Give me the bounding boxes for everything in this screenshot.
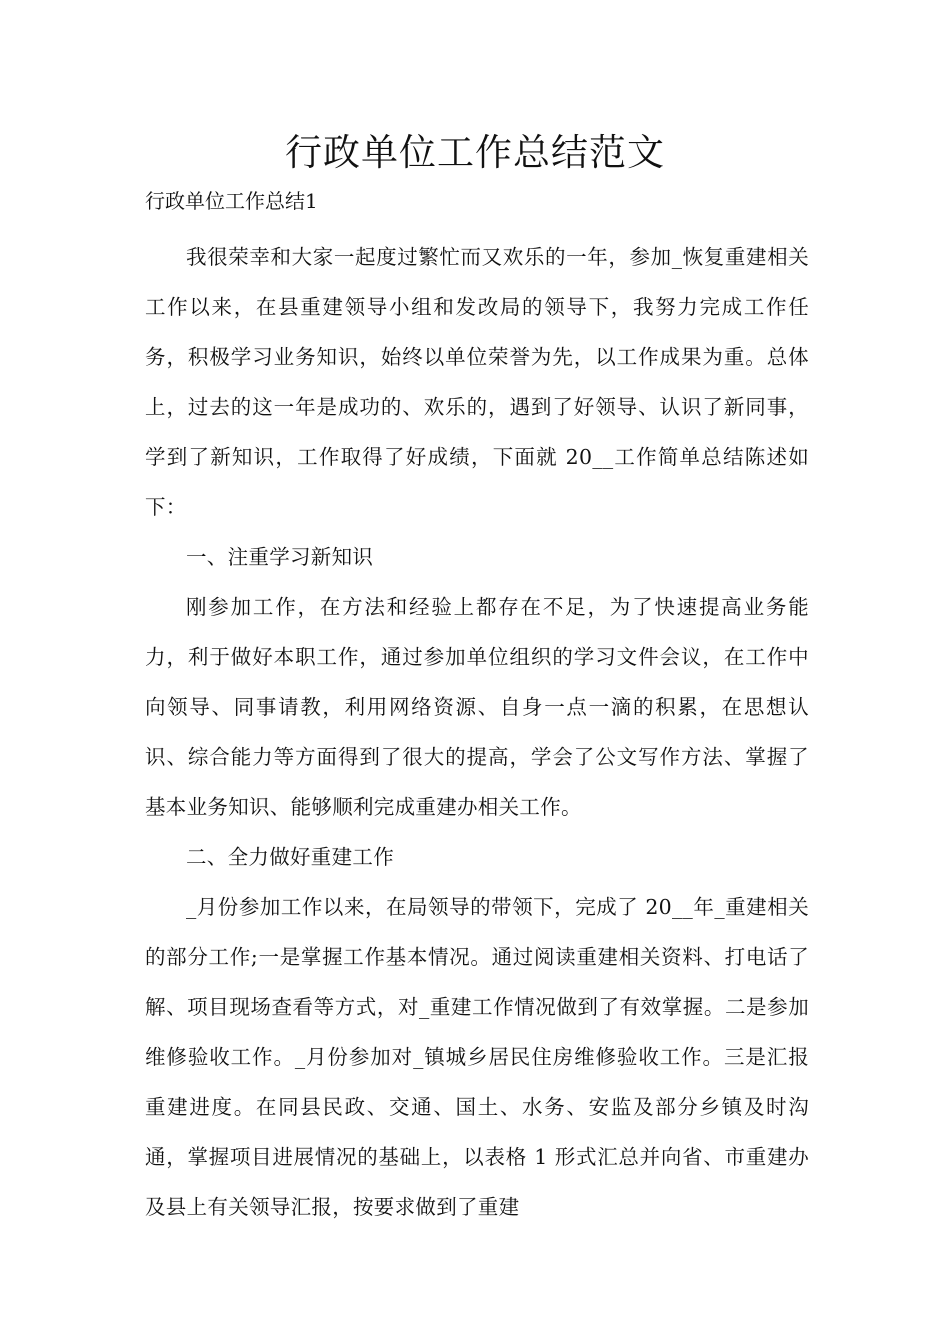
document-body bbox=[145, 232, 809, 1232]
document-subtitle: 行政单位工作总结1 bbox=[145, 189, 318, 213]
body-paragraph-intro: 我很荣幸和大家一起度过繁忙而又欢乐的一年，参加_恢复重建相关工作以来，在县重建领导小组和发改局的领导下，我努力完成工作任务，积极学习业务知识，始终以单位荣誉为先，以工作成果为重。总体上，过去的这一年是成功的、欢乐的，遇到了好领导、认识了新同事，学到了新知识，工作取得了好成绩，下面就 20__工作简单总结陈述如下： bbox=[145, 245, 809, 519]
document-title: 行政单位工作总结范文 bbox=[285, 131, 665, 174]
section-heading-1: 一、注重学习新知识 bbox=[186, 545, 374, 569]
body-paragraph-reconstruction: _月份参加工作以来，在局领导的带领下，完成了 20__年_重建相关的部分工作;一是掌握工作基本情况。通过阅读重建相关资料、打电话了解、项目现场查看等方式，对_重建工作情况做到了有效掌握。二是参加维修验收工作。_月份参加对_镇城乡居民住房维修验收工作。三是汇报重建进度。在同县民政、交通、国土、水务、安监及部分乡镇及时沟通，掌握项目进展情况的基础上，以表格 1 形式汇总并向省、市重建办及县上有关领导汇报，按要求做到了重建 bbox=[145, 895, 809, 1219]
section-heading-2: 二、全力做好重建工作 bbox=[186, 845, 394, 869]
body-paragraph-study: 刚参加工作，在方法和经验上都存在不足，为了快速提高业务能力，利于做好本职工作，通过参加单位组织的学习文件会议，在工作中向领导、同事请教，利用网络资源、自身一点一滴的积累，在思想认识、综合能力等方面得到了很大的提高，学会了公文写作方法、掌握了基本业务知识、能够顺利完成重建办相关工作。 bbox=[145, 595, 809, 819]
